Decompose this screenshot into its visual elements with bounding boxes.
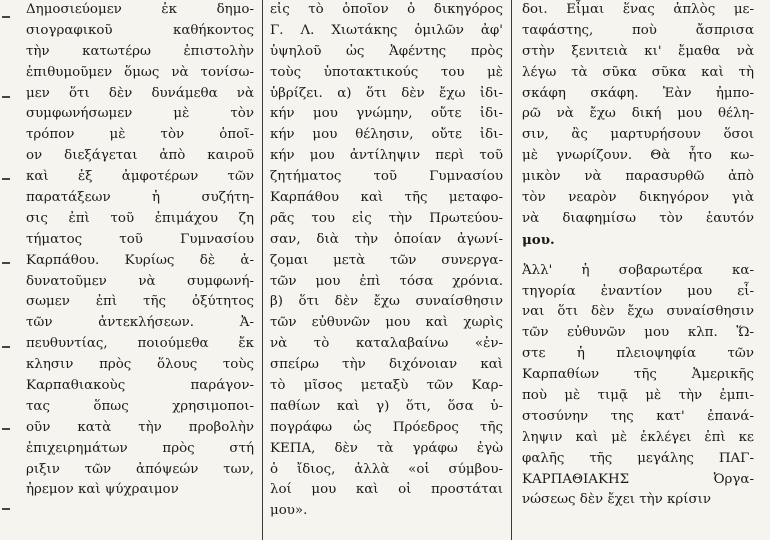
text-line: ληψιν καὶ μὲ ἐκλέγει ἐπὶ κε xyxy=(522,429,754,445)
text-line: τῶν ἀντεκλήσεων. Ἀ- xyxy=(26,315,254,331)
text-line: Καρπάθου καὶ τῆς μεταφο- xyxy=(270,190,503,206)
text-line: ὑβρίζει. α) ὅτι δὲν ἔχω ἰδι- xyxy=(270,85,503,101)
text-line: τὸ μῖσος μεταξὺ τῶν Καρ- xyxy=(270,378,503,394)
text-line: τὸν νεαρὸν δικηγόρον γιὰ xyxy=(522,190,754,206)
text-line: εἰς τὸ ὁποῖον ὁ δικηγόρος xyxy=(270,2,503,17)
text-line: κήν μου ἀντίληψιν περὶ τοῦ xyxy=(270,148,503,164)
text-line: τῶν εὐθυνῶν μου καὶ χωρὶς xyxy=(270,315,503,331)
column-3 xyxy=(522,0,754,540)
text-line: ΚΕΠΑ, δὲν τὰ γράφω ἐγὼ xyxy=(270,440,503,456)
text-line: κήν μου γνώμην, οὔτε ἰδι- xyxy=(270,106,503,122)
text-line: ζητήματος τοῦ Γυμνασίου xyxy=(270,169,503,185)
text-line: Καρπαθίων τῆς Ἀμερικῆς xyxy=(522,367,754,383)
text-line: παρατάξεων ἡ συζήτη- xyxy=(26,190,254,206)
text-line: σις ἐπὶ τοῦ ἐπιμάχου ζη xyxy=(26,210,254,226)
text-line: ναι ὅτι δὲν ἔχω συναίσθησιν xyxy=(522,304,754,320)
text-line: σαν, διὰ τὴν ὁποίαν ἀγωνί- xyxy=(270,231,503,247)
text-line: μου. xyxy=(522,231,555,248)
text-line: στὴν ξενιτειὰ κι' ἔμαθα νὰ xyxy=(522,43,754,59)
text-line: λέγω τὰ σῦκα σῦκα καὶ τὴ xyxy=(522,64,754,80)
text-line: πογράφω ὡς Πρόεδρος τῆς xyxy=(270,419,503,435)
text-line: σιν, ἂς μαρτυρήσουν ὅσοι xyxy=(522,127,754,143)
column-divider-1 xyxy=(262,0,263,540)
text-line: συμφωνήσωμεν μὲ τὸν xyxy=(26,106,254,122)
text-line: μικὸν νὰ παρασυρθῶ ἀπὸ xyxy=(522,169,754,185)
text-line: ον διεξάγεται ἀπὸ καιροῦ xyxy=(26,148,254,164)
text-line: Ἀλλ' ἡ σοβαρωτέρα κα- xyxy=(522,262,754,278)
text-line: ζομαι μετὰ τῶν συνεργα- xyxy=(270,252,503,268)
text-line: τηγορία ἐναντίον μου εἶ- xyxy=(522,283,754,299)
text-line: ἐπιχειρημάτων πρὸς στή xyxy=(26,440,254,456)
text-line: ὁ ἴδιος, ἀλλὰ «οἱ σύμβου- xyxy=(270,461,503,477)
text-line: δοι. Εἶμαι ἕνας ἁπλὸς με- xyxy=(522,2,754,17)
left-edge-marks xyxy=(0,0,14,540)
column-1 xyxy=(26,0,254,540)
text-line: ποὺ μὲ τιμᾷ μὲ τὴν ἐμπι- xyxy=(522,388,754,404)
text-line: νὰ τὸ καταλαβαίνω «ἐν- xyxy=(270,336,503,352)
text-line: τῶν εὐθυνῶν μου κλπ. Ὥ- xyxy=(522,325,754,341)
text-line: τρόπον μὲ τὸν ὁποῖ- xyxy=(26,127,254,143)
text-line: δυνατοῦμεν νὰ συμφωνή- xyxy=(26,273,254,289)
text-line: σπείρω τὴν διχόνοιαν καὶ xyxy=(270,357,503,373)
text-line: Δημοσιεύομεν ἐκ δημο- xyxy=(26,2,254,17)
text-line: στοσύνην της κατ' ἐπανά- xyxy=(522,408,754,424)
text-line: οῦν κατὰ τὴν προβολὴν xyxy=(26,419,254,435)
text-line: ὑψηλοῦ ὡς Ἀφέντης πρὸς xyxy=(270,43,503,59)
text-line: ριξιν τῶν ἀπόψεών των, xyxy=(26,461,254,477)
text-line: κλησιν πρὸς ὅλους τοὺς xyxy=(26,357,254,373)
text-line: κήν μου θέλησιν, οὔτε ἰδι- xyxy=(270,127,503,143)
paragraph-gap xyxy=(522,251,754,261)
text-line: στε ἡ πλειοψηφία τῶν xyxy=(522,346,754,362)
text-line: β) ὅτι δὲν ἔχω συναίσθησιν xyxy=(270,294,503,310)
text-line: νὰ διαφημίσω τὸν ἑαυτόν xyxy=(522,210,754,226)
text-line: τὴν κατωτέρω ἐπιστολὴν xyxy=(26,43,254,59)
text-line: λοί μου καὶ οἱ προστάται xyxy=(270,482,503,498)
text-line: ρᾶς του εἰς τὴν Πρωτεύου- xyxy=(270,210,503,226)
text-line: τας ὅπως χρησιμοποι- xyxy=(26,398,254,414)
text-line: ταφάστης, ποὺ ἄσπρισα xyxy=(522,22,754,38)
text-line: Γ. Λ. Χιωτάκης ὁμιλῶν ἀφ' xyxy=(270,22,503,38)
text-line: σωμεν ἐπὶ τῆς ὀξύτητος xyxy=(26,294,254,310)
column-2 xyxy=(270,0,503,540)
text-line: τήματος τοῦ Γυμνασίου xyxy=(26,231,254,247)
text-line: ἠρεμον καὶ ψύχραιμον xyxy=(26,482,179,498)
text-line: μου». xyxy=(270,503,308,519)
text-line: καὶ ἐξ ἀμφοτέρων τῶν xyxy=(26,169,254,185)
text-line: τῶν μου ἐπὶ τόσα χρόνια. xyxy=(270,273,503,289)
text-line: νώσεως δὲν ἔχει τὴν κρίσιν xyxy=(522,492,712,508)
text-line: ἐπιθυμοῦμεν ὅμως νὰ τονίσω- xyxy=(26,64,254,80)
text-line: πευθυντίας, ποιούμεθα ἔκ xyxy=(26,336,254,352)
column-divider-2 xyxy=(511,0,512,540)
text-line: φαλῆς τῆς μεγάλης ΠΑΓ- xyxy=(522,450,754,466)
text-line: σιογραφικοῦ καθήκοντος xyxy=(26,22,254,38)
text-line: μὲ γνωρίζουν. Θὰ ἦτο κω- xyxy=(522,148,754,164)
text-line: ΚΑΡΠΑΘΙΑΚΗΣ Ὀργα- xyxy=(522,471,754,487)
text-line: τοὺς ὑποτακτικούς του μὲ xyxy=(270,64,503,80)
text-line: Καρπάθου. Κυρίως δὲ ἀ- xyxy=(26,252,254,268)
text-line: σκάφη σκάφη. Ἐὰν ἠμπο- xyxy=(522,85,754,101)
text-line: Καρπαθιακοὺς παράγον- xyxy=(26,378,254,394)
text-line: μεν ὅτι δὲν δυνάμεθα νὰ xyxy=(26,85,254,101)
text-line: παθίων καὶ γ) ὅτι, ὅσα ὑ- xyxy=(270,398,503,414)
text-line: ρῶ νὰ ἔχω δική μου θέλη- xyxy=(522,106,754,122)
